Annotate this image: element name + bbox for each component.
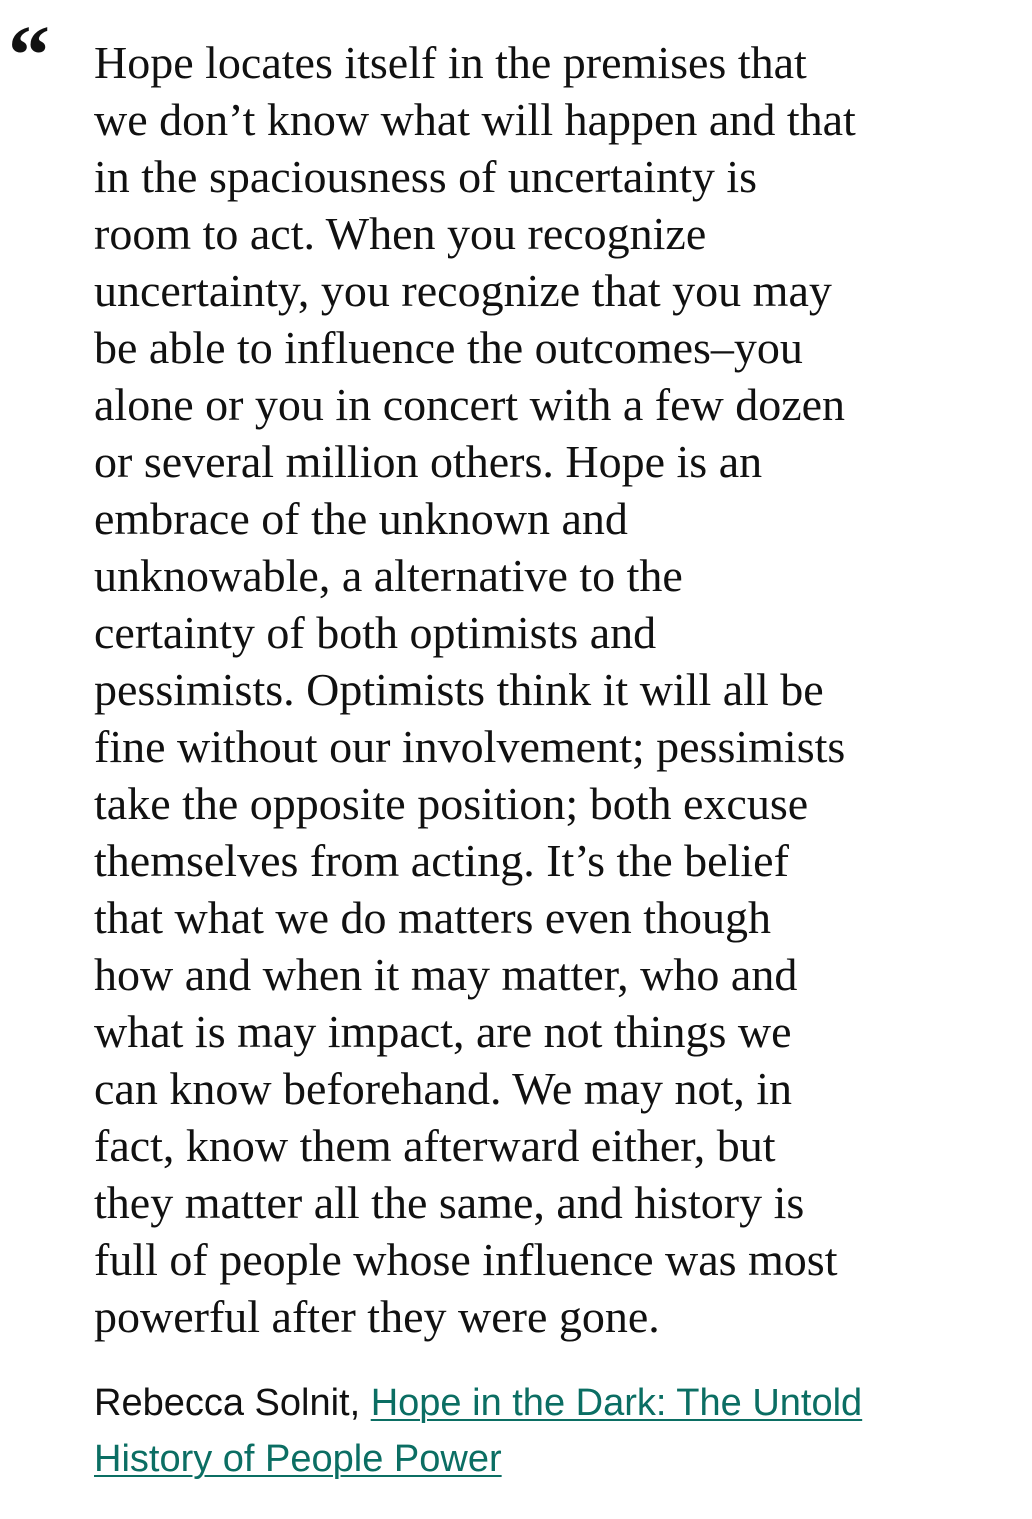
quote-line: can know beforehand. We may not, in — [94, 1063, 793, 1114]
quote-line: that what we do matters even though — [94, 892, 772, 943]
quote-line: they matter all the same, and history is — [94, 1177, 805, 1228]
quote-line: themselves from acting. It’s the belief — [94, 835, 789, 886]
attribution — [94, 1375, 994, 1487]
quote-line: full of people whose influence was most — [94, 1234, 838, 1285]
quote-line: be able to influence the outcomes–you — [94, 322, 803, 373]
quote-line: unknowable, a alternative to the — [94, 550, 683, 601]
quote-line: embrace of the unknown and — [94, 493, 628, 544]
quote-line: or several million others. Hope is an — [94, 436, 763, 487]
quote-text — [94, 34, 1014, 1345]
book-title-line-1: Hope in the Dark: The Untold — [370, 1382, 863, 1424]
quote-line: certainty of both optimists and — [94, 607, 657, 658]
quote-mark-icon: “ — [8, 9, 50, 102]
quote-line: uncertainty, you recognize that you may — [94, 265, 832, 316]
quote-line: what is may impact, are not things we — [94, 1006, 792, 1057]
quote-line: alone or you in concert with a few dozen — [94, 379, 846, 430]
quote-line: in the spaciousness of uncertainty is — [94, 151, 758, 202]
quote-line: powerful after they were gone. — [94, 1291, 660, 1342]
quote-line: take the opposite position; both excuse — [94, 778, 809, 829]
quote-line: we don’t know what will happen and that — [94, 94, 856, 145]
author-name: Rebecca Solnit, — [94, 1382, 371, 1424]
quote-line: how and when it may matter, who and — [94, 949, 798, 1000]
quote-line: fact, know them afterward either, but — [94, 1120, 776, 1171]
book-title-line-2: History of People Power — [94, 1438, 502, 1480]
quote-line: Hope locates itself in the premises that — [94, 37, 807, 88]
quote-line: fine without our involvement; pessimists — [94, 721, 846, 772]
quote-line: room to act. When you recognize — [94, 208, 707, 259]
quote-line: pessimists. Optimists think it will all be — [94, 664, 824, 715]
